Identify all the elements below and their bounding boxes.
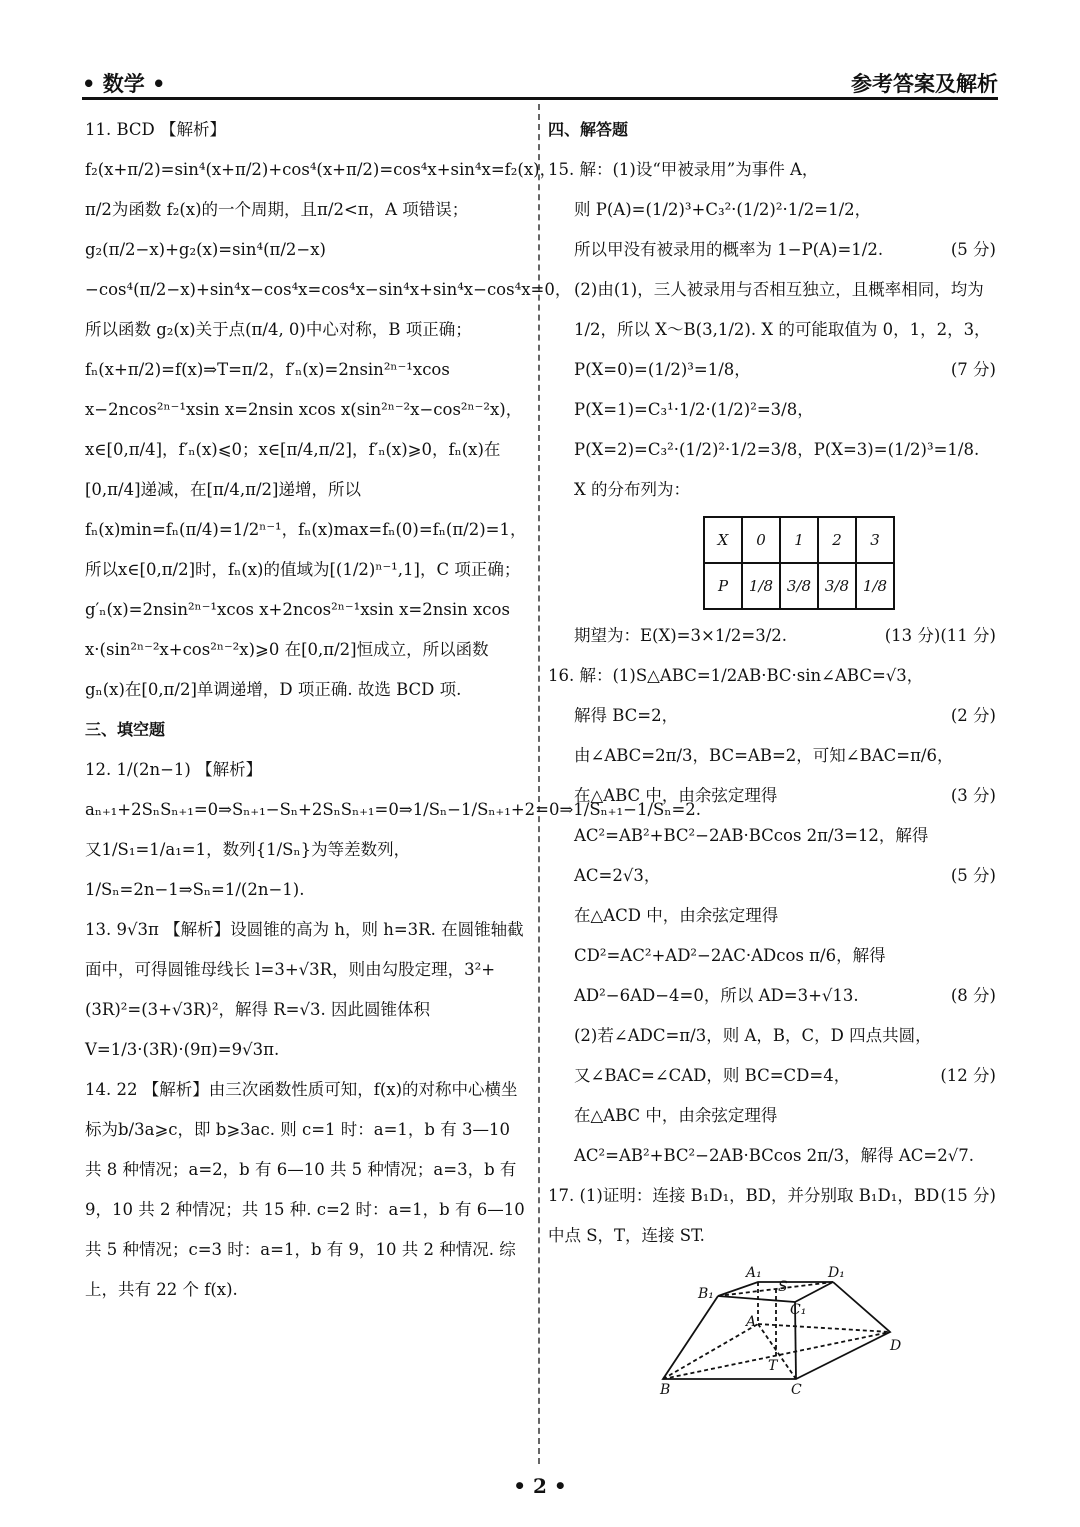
column-divider xyxy=(538,104,540,1464)
distribution-table xyxy=(703,516,895,610)
q16-line: 在△ABC 中，由余弦定理得 AC²=AB²+BC²−2AB·BCcos 2π/3，解得 AC=2√7. (15 分) xyxy=(574,1106,996,1205)
subject-label: • 数学 • xyxy=(82,72,166,96)
q15-line: 期望为：E(X)=3×1/2=3/2. (13 分) xyxy=(574,626,941,645)
vertex-label: B xyxy=(660,1382,671,1394)
q16-line: 在△ACD 中，由余弦定理得 CD²=AC²+AD²−2AC·ADcos π/6，解得 AD²−6AD−4=0，所以 AD=3+√13. (8 分) xyxy=(574,906,996,1005)
answer-13: 13. 9√3π 【解析】设圆锥的高为 h，则 h=3R. 在圆锥轴截面中，可得圆锥母线长 l=3+√3R，则由勾股定理，3²+(3R)²=(3+√3R)²，解得 R=√3. 因此圆锥体积 V=1/3·(3R)·(9π)=9√3π. xyxy=(85,920,524,1059)
header-title: 参考答案及解析 xyxy=(851,72,998,96)
header-rule xyxy=(82,97,998,100)
answer-12: 12. 1/(2n−1) 【解析】aₙ₊₁+2SₙSₙ₊₁=0⇒Sₙ₊₁−Sₙ+2SₙSₙ₊₁=0⇒1/Sₙ−1/Sₙ₊₁+2=0⇒1/Sₙ₊₁−1/Sₙ=2. 又1/S₁=1/a₁=1，数列{1/Sₙ}为等差数列，1/Sₙ=2n−1⇒Sₙ=1/(2n−1). xyxy=(85,760,702,899)
q16-line: 在△ABC 中，由余弦定理得 AC²=AB²+BC²−2AB·BCcos 2π/3=12，解得 AC=2√3， (5 分) xyxy=(574,786,996,885)
right-column: 四、解答题 15. 解：(1)设“甲被录用”为事件 A， 则 P(A)=(1/2)³+C₃²·(1/2)²·1/2=1/2， 所以甲没有被录用的概率为 1−P(A)=1/2. (5 分) (2)由(1)，三人被录用与否相互独立，且概率相同，均为1/2，所以 X～B(3,1/2). X 的可能取值为 0，1，2，3， (7 分) P(X=0)=(1/2)³=1/8，P(X=1)=C₃¹·1/2·(1/2)²=3/8，P(X=2)=C₃²·(1/2)²·1/2=3/8，P(X=3)=(1/2)³=1/8. X 的分布列为： X 0 1 2 3 P 1/8 3/8 3/8 1/8 (11 分) 期望为：E(X)=3×1/2=3/2. (13 分) 16. 解：(1)S△ABC=1/2AB·BC·sin∠ABC=√3， 解得 BC=2， (2 分) 由∠ABC=2π/3，BC=AB=2，可知∠BAC=π/6， (3 分) 在△ABC 中，由余弦定理得 AC²=AB²+BC²−2AB·BCcos 2π/3=12，解得 AC=2√3， (5 分) 在△ACD 中，由余弦定理得 CD²=AC²+AD²−2AC·ADcos π/6，解得 AD²−6AD−4=0，所以 AD=3+√13. (8 分) (2)若∠ADC=π/3，则 A，B，C，D 四点共圆， 又∠BAC=∠CAD，则 BC=CD=4， (12 分) 在△ABC 中，由余弦定理得 AC²=AB²+BC²−2AB·BCcos 2π/3，解得 AC=2√7. (15 分) 17. (1)证明：连接 B₁D₁，BD，并分别取 B₁D₁，BD 中点 S，T，连接 ST. A₁ D₁ B₁ S C₁ A D T B C xyxy=(548,110,996,1409)
table-row xyxy=(704,517,894,563)
answer-11: 11. BCD 【解析】f₂(x+π/2)=sin⁴(x+π/2)+cos⁴(x+π/2)=cos⁴x+sin⁴x=f₂(x)，π/2为函数 f₂(x)的一个周期，且π/2<π，A 项错误；g₂(π/2−x)+g₂(x)=sin⁴(π/2−x)−cos⁴(π/2−x)+sin⁴x−cos⁴x=cos⁴x−sin⁴x+sin⁴x−cos⁴x=0，所以函数 g₂(x)关于点(π/4, 0)中心对称，B 项正确；fₙ(x+π/2)=f(x)⇒T=π/2，f′ₙ(x)=2nsin²ⁿ⁻¹xcos x−2ncos²ⁿ⁻¹xsin x=2nsin xcos x(sin²ⁿ⁻²x−cos²ⁿ⁻²x)，x∈[0,π/4]，f′ₙ(x)⩽0；x∈[π/4,π/2]，f′ₙ(x)⩾0，fₙ(x)在[0,π/4]递减，在[π/4,π/2]递增，所以 fₙ(x)min=fₙ(π/4)=1/2ⁿ⁻¹，fₙ(x)max=fₙ(0)=fₙ(π/2)=1，所以x∈[0,π/2]时，fₙ(x)的值域为[(1/2)ⁿ⁻¹,1]，C 项正确；g′ₙ(x)=2nsin²ⁿ⁻¹xcos x+2ncos²ⁿ⁻¹xsin x=2nsin xcos x·(sin²ⁿ⁻²x+cos²ⁿ⁻²x)⩾0 在[0,π/2]恒成立，所以函数 gₙ(x)在[0,π/2]单调递增，D 项正确. 故选 BCD 项. xyxy=(85,120,572,699)
section-fill-blank: 三、填空题 xyxy=(85,720,166,739)
table-cell: 3/8 xyxy=(818,563,856,609)
table-cell: X xyxy=(704,517,742,563)
answer-14: 14. 22 【解析】由三次函数性质可知，f(x)的对称中心横坐标为b/3a⩾c，即 b⩾3ac. 则 c=1 时：a=1，b 有 3—10 共 8 种情况；a=2，b 有 6—10 共 5 种情况；a=3，b 有 9，10 共 2 种情况；共 15 种. c=2 时：a=1，b 有 6—10 共 5 种情况；c=3 时：a=1，b 有 9，10 共 2 种情况. 综上，共有 22 个 f(x). xyxy=(85,1080,525,1299)
vertex-label: A₁ xyxy=(746,1265,762,1281)
q15-line: 则 P(A)=(1/2)³+C₃²·(1/2)²·1/2=1/2， xyxy=(574,200,872,219)
table-cell: P xyxy=(704,563,742,609)
vertex-label: S xyxy=(778,1279,788,1295)
table-cell: 3 xyxy=(856,517,894,563)
q16-line: (2)若∠ADC=π/3，则 A，B，C，D 四点共圆， xyxy=(574,1026,932,1045)
q17-line: 17. (1)证明：连接 B₁D₁，BD，并分别取 B₁D₁，BD 中点 S，T，连接 ST. xyxy=(548,1186,940,1245)
vertex-label: C₁ xyxy=(790,1302,807,1318)
table-row xyxy=(704,563,894,609)
vertex-label: B₁ xyxy=(698,1286,714,1302)
vertex-label: A xyxy=(746,1314,757,1330)
table-cell: 0 xyxy=(742,517,780,563)
q16-line: 解得 BC=2， (2 分) xyxy=(574,706,996,725)
vertex-label: C xyxy=(791,1382,802,1394)
q15-line: X 的分布列为： xyxy=(574,480,690,499)
vertex-label: D₁ xyxy=(828,1265,845,1281)
q16-line: 又∠BAC=∠CAD，则 BC=CD=4， (12 分) xyxy=(574,1066,996,1085)
q15-line: P(X=0)=(1/2)³=1/8，P(X=1)=C₃¹·1/2·(1/2)²=3/8，P(X=2)=C₃²·(1/2)²·1/2=3/8，P(X=3)=(1/2)³=1/8. xyxy=(574,360,980,459)
table-cell: 1 xyxy=(780,517,818,563)
q15-line: 所以甲没有被录用的概率为 1−P(A)=1/2. (5 分) xyxy=(574,240,996,259)
q16-line: 16. 解：(1)S△ABC=1/2AB·BC·sin∠ABC=√3， xyxy=(548,666,924,685)
q15-line: 15. 解：(1)设“甲被录用”为事件 A， xyxy=(548,160,819,179)
q15-line: (2)由(1)，三人被录用与否相互独立，且概率相同，均为1/2，所以 X～B(3,1/2). X 的可能取值为 0，1，2，3， (7 分) xyxy=(574,280,996,379)
table-cell: 2 xyxy=(818,517,856,563)
q16-line: 由∠ABC=2π/3，BC=AB=2，可知∠BAC=π/6， (3 分) xyxy=(574,746,996,805)
table-cell: 3/8 xyxy=(780,563,818,609)
frustum-figure xyxy=(658,1264,918,1394)
page-number: • 2 • xyxy=(513,1474,567,1498)
table-cell: 1/8 xyxy=(856,563,894,609)
page-header xyxy=(82,68,998,98)
vertex-label: T xyxy=(768,1358,778,1374)
table-cell: 1/8 xyxy=(742,563,780,609)
section-solutions: 四、解答题 xyxy=(548,120,629,139)
vertex-label: D xyxy=(890,1338,902,1354)
